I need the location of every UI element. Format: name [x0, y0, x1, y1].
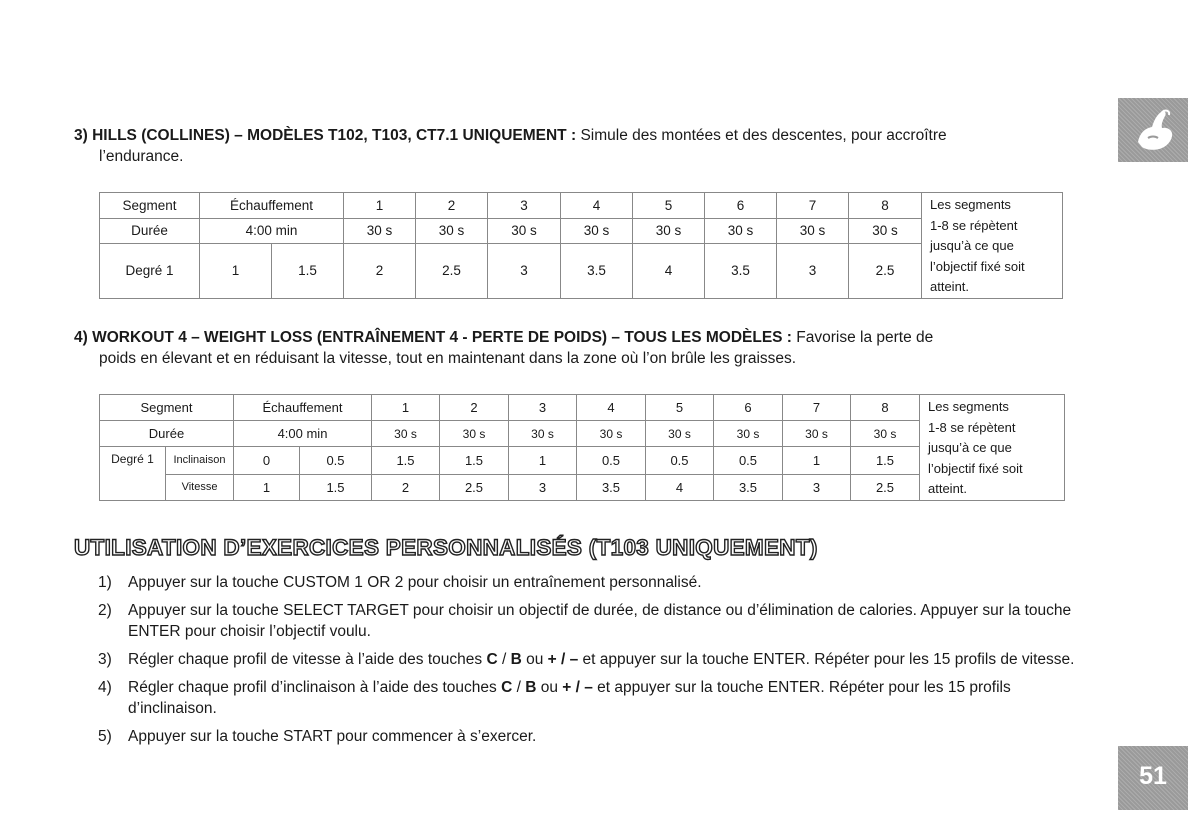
weight-loss-table	[99, 394, 1065, 501]
table-cell: Degré 1	[100, 447, 166, 501]
step-number: 3)	[98, 651, 112, 668]
table-cell: Durée	[100, 421, 234, 447]
table-cell: 2.5	[849, 244, 922, 298]
table-cell: 30 s	[509, 421, 577, 447]
step-text: ou	[521, 651, 548, 668]
table-cell: 1	[509, 447, 577, 475]
table-cell: 6	[714, 395, 783, 421]
table-cell: 30 s	[561, 218, 633, 244]
table-cell: 30 s	[705, 218, 777, 244]
key-plus-minus: + / –	[547, 651, 579, 668]
hand-pointer-icon	[1118, 98, 1188, 162]
note-line: 1-8 se répètent	[928, 419, 1016, 435]
section-3-number: 3)	[74, 127, 88, 144]
table-cell: Vitesse	[166, 474, 234, 500]
key-b: B	[525, 679, 537, 696]
note-line: Les segments	[928, 399, 1009, 414]
section-4-number: 4)	[74, 329, 88, 346]
list-item	[74, 572, 1084, 593]
note-line: atteint.	[928, 481, 968, 496]
list-item	[74, 600, 1084, 642]
table-cell: 30 s	[849, 218, 922, 244]
table-cell: Degré 1	[100, 244, 200, 298]
section-4-title: WORKOUT 4 – WEIGHT LOSS (ENTRAÎNEMENT 4 - PERTE DE POIDS) – TOUS LES MODÈLES :	[92, 329, 792, 346]
note-line: Les segments	[930, 197, 1011, 212]
table-cell: 0.5	[646, 447, 714, 475]
table-cell: Durée	[100, 218, 200, 244]
section-4-desc-cont: poids en élevant et en réduisant la vitesse, tout en maintenant dans la zone où l’on brûle les graisses.	[99, 350, 797, 367]
section-3-title: HILLS (COLLINES) – MODÈLES T102, T103, CT7.1 UNIQUEMENT :	[92, 127, 577, 144]
table-cell: 30 s	[714, 421, 783, 447]
chapter-tab	[1118, 98, 1188, 162]
table-cell: 30 s	[440, 421, 509, 447]
note-line: jusqu’à ce que	[930, 238, 1014, 253]
table-cell: Échauffement	[200, 193, 344, 219]
note-line: l’objectif fixé soit	[928, 460, 1023, 476]
section-4-desc: Favorise la perte de	[796, 329, 934, 346]
table-cell: 1.5	[272, 244, 344, 298]
step-text: ou	[536, 679, 563, 696]
table-cell: 0.5	[300, 447, 372, 475]
table-cell: 1.5	[440, 447, 509, 475]
table-cell: 3	[509, 395, 577, 421]
table-cell: 30 s	[488, 218, 561, 244]
step-number: 5)	[98, 728, 112, 745]
key-c: C	[501, 679, 513, 696]
table-cell: 1.5	[372, 447, 440, 475]
table-cell: Segment	[100, 193, 200, 219]
table-cell: 1	[783, 447, 851, 475]
table-cell: 0	[234, 447, 300, 475]
step-text: et appuyer sur la touche ENTER. Répéter pour les 15 profils de vitesse.	[578, 651, 1075, 668]
table-row	[100, 244, 1063, 298]
table-cell: 5	[633, 193, 705, 219]
key-b: B	[510, 651, 522, 668]
table-cell: 3	[783, 474, 851, 500]
steps-list	[74, 572, 1084, 754]
table-cell: 3	[488, 244, 561, 298]
table-cell: 8	[851, 395, 920, 421]
step-text: Régler chaque profil d’inclinaison à l’aide des touches	[128, 679, 502, 696]
table-cell: 2	[416, 193, 488, 219]
table-note	[922, 193, 1063, 299]
table-cell: 3.5	[714, 474, 783, 500]
table-cell: 3.5	[705, 244, 777, 298]
table-cell: 2.5	[416, 244, 488, 298]
table-cell: 4	[633, 244, 705, 298]
step-number: 2)	[98, 602, 112, 619]
step-text: Appuyer sur la touche START pour commencer à s’exercer.	[128, 728, 537, 745]
table-cell: 6	[705, 193, 777, 219]
section-heading: UTILISATION D’EXERCICES PERSONNALISÉS (T103 UNIQUEMENT)	[74, 535, 818, 560]
table-row	[100, 395, 1065, 421]
table-cell: 3	[488, 193, 561, 219]
table-cell: 3	[777, 244, 849, 298]
table-cell: 30 s	[633, 218, 705, 244]
table-cell: 30 s	[777, 218, 849, 244]
table-cell: 30 s	[646, 421, 714, 447]
table-cell: Échauffement	[234, 395, 372, 421]
note-line: jusqu’à ce que	[928, 440, 1012, 455]
step-text: et appuyer sur la touche ENTER. Répéter pour les 15 profils d’inclinaison.	[128, 679, 1011, 717]
note-line: l’objectif fixé soit	[930, 258, 1025, 274]
table-cell: 0.5	[577, 447, 646, 475]
table-cell: 7	[777, 193, 849, 219]
step-text: /	[497, 651, 511, 668]
hills-table	[99, 192, 1063, 299]
table-cell: 30 s	[344, 218, 416, 244]
table-cell: 1.5	[851, 447, 920, 475]
table-cell: 3	[509, 474, 577, 500]
list-item	[74, 649, 1084, 670]
table-cell: 30 s	[372, 421, 440, 447]
table-note	[920, 395, 1065, 501]
table-cell: 30 s	[416, 218, 488, 244]
table-cell: 30 s	[851, 421, 920, 447]
key-c: C	[486, 651, 498, 668]
table-cell: 30 s	[783, 421, 851, 447]
step-text: Régler chaque profil de vitesse à l’aide des touches	[128, 651, 487, 668]
table-cell: 4	[561, 193, 633, 219]
table-cell: 4:00 min	[200, 218, 344, 244]
section-4	[74, 327, 1084, 369]
table-cell: 2	[372, 474, 440, 500]
section-3-desc-cont: l’endurance.	[99, 148, 184, 165]
note-line: 1-8 se répètent	[930, 217, 1018, 233]
table-cell: 2	[440, 395, 509, 421]
step-text: /	[512, 679, 526, 696]
section-3-desc: Simule des montées et des descentes, pour accroître	[580, 127, 947, 144]
section-3	[74, 125, 1084, 167]
table-cell: 0.5	[714, 447, 783, 475]
step-text: Appuyer sur la touche SELECT TARGET pour choisir un objectif de durée, de distance ou d’élimination de calories. Appuyer sur la touche ENTER pour choisir l’objectif voulu.	[128, 602, 1072, 640]
table-cell: 5	[646, 395, 714, 421]
table-cell: 1.5	[300, 474, 372, 500]
table-cell: 30 s	[577, 421, 646, 447]
table-cell: 1	[344, 193, 416, 219]
table-cell: 1	[234, 474, 300, 500]
table-cell: Inclinaison	[166, 447, 234, 475]
table-cell: 2.5	[851, 474, 920, 500]
list-item	[74, 677, 1084, 719]
table-cell: 4	[577, 395, 646, 421]
step-number: 4)	[98, 679, 112, 696]
step-number: 1)	[98, 574, 112, 591]
list-item	[74, 726, 1084, 747]
key-plus-minus: + / –	[562, 679, 593, 696]
step-text: Appuyer sur la touche CUSTOM 1 OR 2 pour choisir un entraînement personnalisé.	[128, 574, 702, 591]
table-cell: Segment	[100, 395, 234, 421]
table-cell: 4	[646, 474, 714, 500]
table-cell: 8	[849, 193, 922, 219]
page-number-tab	[1118, 746, 1188, 810]
page-number: 51	[1139, 762, 1167, 790]
table-row	[100, 193, 1063, 219]
table-cell: 1	[372, 395, 440, 421]
note-line: atteint.	[930, 279, 970, 294]
table-row	[100, 218, 1063, 244]
table-cell: 2	[344, 244, 416, 298]
table-cell: 4:00 min	[234, 421, 372, 447]
table-cell: 3.5	[577, 474, 646, 500]
table-cell: 7	[783, 395, 851, 421]
table-cell: 2.5	[440, 474, 509, 500]
table-cell: 3.5	[561, 244, 633, 298]
table-cell: 1	[200, 244, 272, 298]
